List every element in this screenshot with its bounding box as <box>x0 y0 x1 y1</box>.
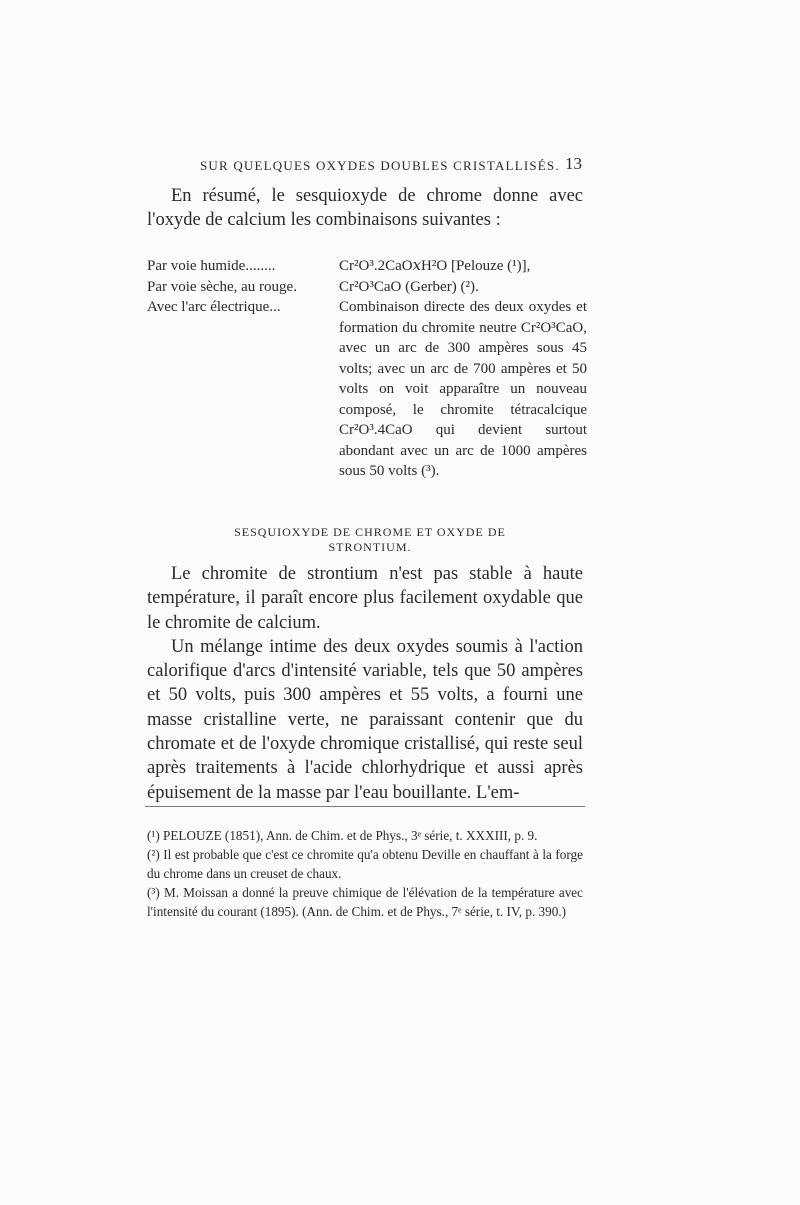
footnote-rule <box>145 806 585 807</box>
footnote: (¹) PELOUZE (1851), Ann. de Chim. et de Phys., 3ᵉ série, t. XXXIII, p. 9. <box>147 828 538 843</box>
footnote: (²) Il est probable que c'est ce chromite qu'a obtenu Deville en chauffant à la forge du chrome dans un creuset de chaux. <box>147 847 583 881</box>
table-row <box>147 256 587 277</box>
table-row <box>147 277 587 298</box>
paragraph: Le chromite de strontium n'est pas stable à haute température, il paraît encore plus facilement oxydable que le chromite de calcium. <box>147 564 583 633</box>
running-header <box>200 154 582 174</box>
paragraph: Un mélange intime des deux oxydes soumis à l'action calorifique d'arcs d'intensité variable, tels que 50 ampères et 50 volts, puis 300 ampères et 55 volts, a fourni une masse cristalline verte, ne paraissant contenir que du chromate et de l'oxyde chromique cristallisé, qui reste seul après traitements à l'acide chlorhydrique et aussi après épuisement de la masse par l'eau bouillante. L'em- <box>147 636 583 803</box>
footnote: (³) M. Moissan a donné la preuve chimique de l'élévation de la température avec l'intensité du courant (1895). (Ann. de Chim. et de Phys., 7ᵉ série, t. IV, p. 390.) <box>147 885 583 919</box>
compounds-table <box>147 256 587 482</box>
row-value: Cr²O³.2CaO𝑥H²O [Pelouze (¹)], <box>339 258 531 274</box>
row-label: Par voie humide........ <box>147 258 276 274</box>
section-title: SESQUIOXYDE DE CHROME ET OXYDE DE STRONTIUM. <box>234 525 506 554</box>
intro-paragraph: En résumé, le sesquioxyde de chrome donne avec l'oxyde de calcium les combinaisons suivantes : <box>147 186 583 230</box>
page-number: 13 <box>565 154 582 173</box>
row-label: Par voie sèche, au rouge. <box>147 278 297 295</box>
table-row <box>147 297 587 482</box>
row-label: Avec l'arc électrique... <box>147 299 281 315</box>
running-title: SUR QUELQUES OXYDES DOUBLES CRISTALLISÉS. <box>200 158 560 173</box>
row-value: Cr²O³CaO (Gerber) (²). <box>339 278 479 295</box>
body-text <box>147 562 583 805</box>
row-value: Combinaison directe des deux oxydes et formation du chromite neutre Cr²O³CaO, avec un arc de 300 ampères sous 45 volts; avec un arc de 700 ampères et 50 volts on voit apparaître un nouveau composé, le chromite tétracalcique Cr²O³.4CaO qui devient surtout abondant avec un arc de 1000 ampères sous 50 volts (³). <box>339 299 587 479</box>
footnotes <box>147 826 583 921</box>
